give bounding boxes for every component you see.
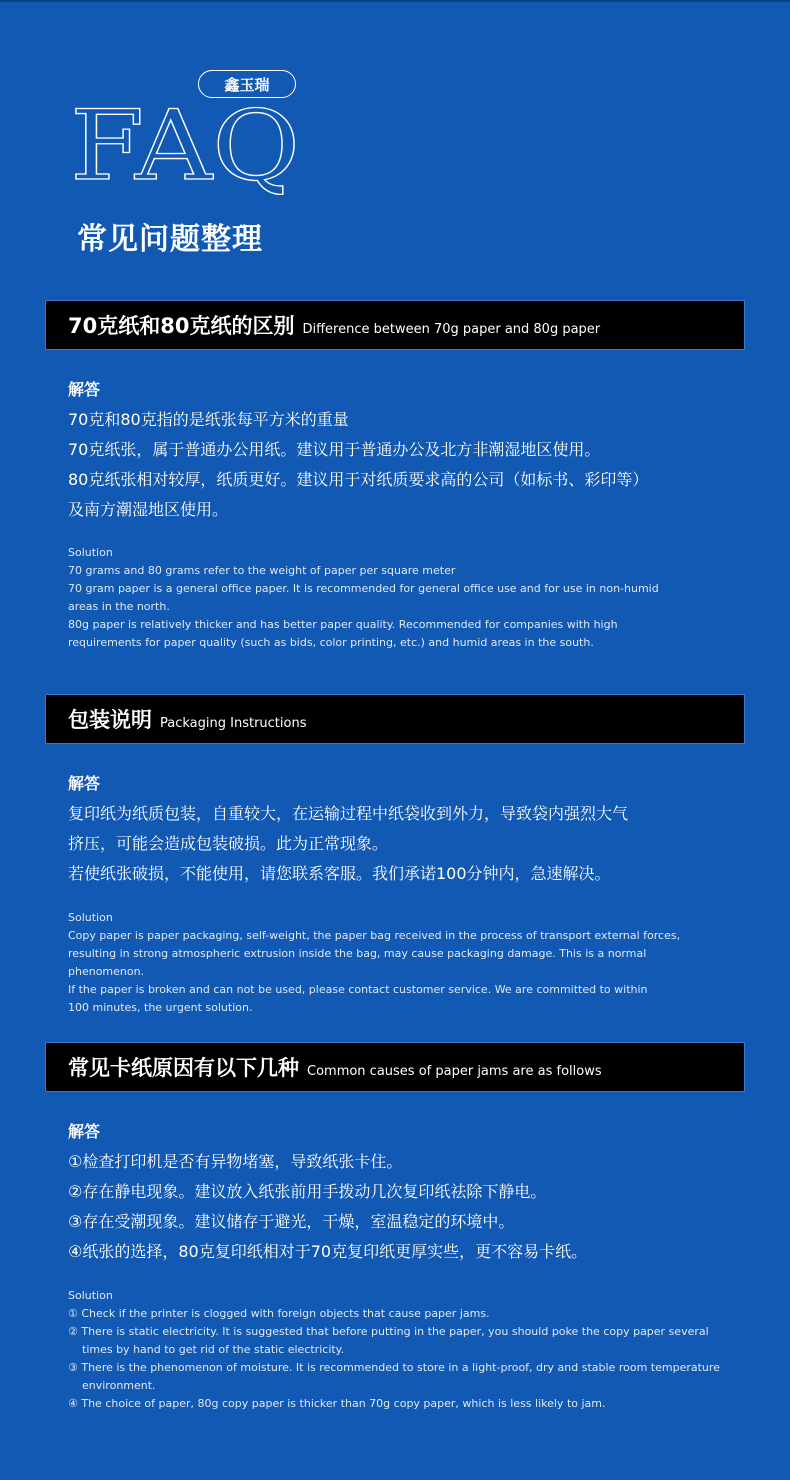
section-title-zh: 常见卡纸原因有以下几种 (68, 1056, 299, 1080)
answer-line: 70克和80克指的是纸张每平方米的重量 (68, 410, 349, 429)
solution-line: 70 gram paper is a general office paper. It is recommended for general office use and for use in non-humid (68, 582, 659, 595)
brand-badge: 鑫玉瑞 (198, 70, 296, 98)
answer-block (68, 769, 736, 889)
solution-block (68, 1287, 738, 1413)
solution-line: 70 grams and 80 grams refer to the weight of paper per square meter (68, 564, 456, 577)
answer-line: 若使纸张破损，不能使用，请您联系客服。我们承诺100分钟内，急速解决。 (68, 864, 611, 883)
answer-label: 解答 (68, 774, 101, 793)
answer-label: 解答 (68, 1122, 101, 1141)
answer-line: ④纸张的选择，80克复印纸相对于70克复印纸更厚实些，更不容易卡纸。 (68, 1242, 588, 1261)
solution-item: ③ There is the phenomenon of moisture. It is recommended to store in a light-proof, dry and stable room temperature environment. (68, 1361, 720, 1392)
solution-line: Copy paper is paper packaging, self-weight, the paper bag received in the process of transport external forces, (68, 929, 681, 942)
answer-line: 70克纸张，属于普通办公用纸。建议用于普通办公及北方非潮湿地区使用。 (68, 440, 601, 459)
faq-text: FAQ (70, 95, 300, 195)
top-divider (0, 0, 790, 2)
answer-line: 80克纸张相对较厚，纸质更好。建议用于对纸质要求高的公司（如标书、彩印等） (68, 470, 649, 489)
section-header-paper-weight (45, 300, 745, 350)
answer-line: 复印纸为纸质包装，自重较大，在运输过程中纸袋收到外力，导致袋内强烈大气 (68, 804, 629, 823)
section-title-en: Difference between 70g paper and 80g paper (302, 321, 601, 337)
solution-item: ④ The choice of paper, 80g copy paper is thicker than 70g copy paper, which is less likely to jam. (68, 1397, 606, 1410)
answer-block (68, 375, 736, 525)
solution-line: 80g paper is relatively thicker and has better paper quality. Recommended for companies with high (68, 618, 618, 631)
answer-line: ①检查打印机是否有异物堵塞，导致纸张卡住。 (68, 1152, 403, 1171)
answer-line: 及南方潮湿地区使用。 (68, 500, 229, 519)
answer-line: 挤压，可能会造成包装破损。此为正常现象。 (68, 834, 389, 853)
section-title-en: Common causes of paper jams are as follows (307, 1063, 602, 1079)
section-title-zh: 70克纸和80克纸的区别 (68, 314, 295, 338)
solution-block (68, 544, 738, 652)
solution-line: requirements for paper quality (such as bids, color printing, etc.) and humid areas in the south. (68, 636, 594, 649)
solution-line: phenomenon. (68, 965, 145, 978)
answer-line: ②存在静电现象。建议放入纸张前用手拨动几次复印纸祛除下静电。 (68, 1182, 547, 1201)
solution-label: Solution (68, 911, 113, 924)
answer-line: ③存在受潮现象。建议储存于避光，干燥，室温稳定的环境中。 (68, 1212, 515, 1231)
faq-logo (70, 95, 310, 195)
section-header-paper-jams (45, 1042, 745, 1092)
solution-line: If the paper is broken and can not be used, please contact customer service. We are committed to within (68, 983, 648, 996)
solution-label: Solution (68, 1289, 113, 1302)
answer-label: 解答 (68, 380, 101, 399)
solution-line: resulting in strong atmospheric extrusion inside the bag, may cause packaging damage. This is a normal (68, 947, 647, 960)
section-header-packaging (45, 694, 745, 744)
answer-block (68, 1117, 736, 1267)
solution-line: areas in the north. (68, 600, 170, 613)
solution-label: Solution (68, 546, 113, 559)
solution-item: ② There is static electricity. It is suggested that before putting in the paper, you should poke the copy paper several times by hand to get rid of the static electricity. (68, 1325, 709, 1356)
solution-block (68, 909, 738, 1017)
solution-item: ① Check if the printer is clogged with foreign objects that cause paper jams. (68, 1307, 490, 1320)
section-title-zh: 包装说明 (68, 708, 152, 732)
solution-line: 100 minutes, the urgent solution. (68, 1001, 253, 1014)
section-title-en: Packaging Instructions (160, 715, 307, 731)
page-title: 常见问题整理 (77, 222, 263, 257)
